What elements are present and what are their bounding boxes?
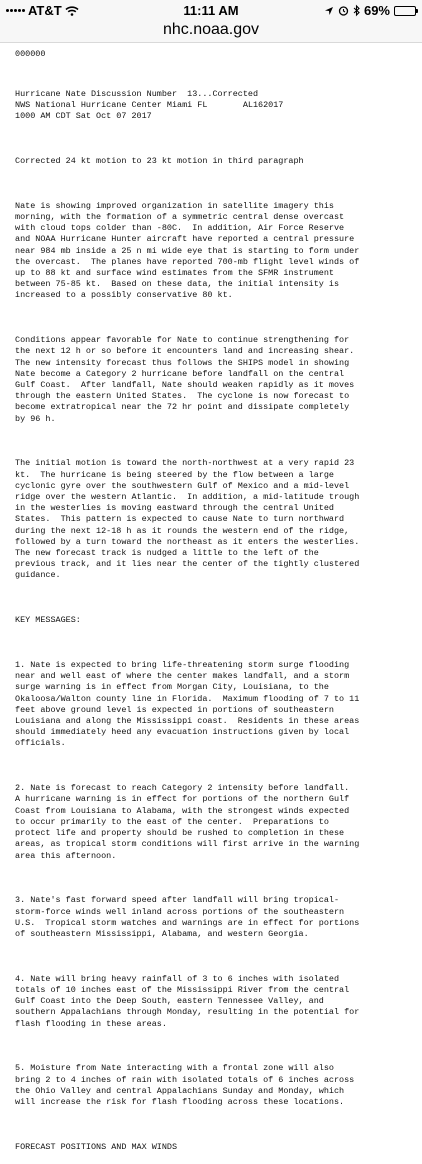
text-line: bring 2 to 4 inches of rain with isolated totals of 6 inches across bbox=[15, 1074, 355, 1085]
text-line: areas, as tropical storm conditions will first arrive in the warning bbox=[15, 839, 360, 850]
text-line: protect life and property should be rushed to completion in these bbox=[15, 828, 345, 839]
text-line: in the westerlies is moving eastward through the central United bbox=[15, 503, 334, 514]
key-message-4 bbox=[15, 974, 416, 1030]
text-line: by 96 h. bbox=[15, 413, 56, 424]
text-line: the overcast. The planes have reported 700-mb flight level winds of bbox=[15, 256, 360, 267]
text-line: the next 12 h or so before it encounters land and increasing shear. bbox=[15, 346, 355, 357]
key-message-2 bbox=[15, 783, 416, 861]
location-arrow-icon bbox=[324, 6, 334, 16]
text-line: 1. Nate is expected to bring life-threatening storm surge flooding bbox=[15, 660, 350, 671]
text-line: to occur primarily to the east of the center. Preparations to bbox=[15, 816, 329, 827]
alarm-icon bbox=[338, 5, 349, 16]
url-text: nhc.noaa.gov bbox=[162, 21, 260, 38]
battery-percent: 69% bbox=[363, 3, 390, 18]
text-line: followed by a turn toward the northeast as it enters the westerlies. bbox=[15, 536, 360, 547]
text-line: Nate become a Category 2 hurricane before landfall on the central bbox=[15, 368, 345, 379]
text-line: Coast from Louisiana to Alabama, with the strongest winds expected bbox=[15, 805, 350, 816]
text-line: storm-force winds well inland across portions of the southeastern bbox=[15, 906, 345, 917]
text-line: Conditions appear favorable for Nate to continue strengthening for bbox=[15, 335, 350, 346]
text-line: the Ohio Valley and central Appalachians Sunday and Monday, which bbox=[15, 1085, 345, 1096]
text-line: near and well east of where the center makes landfall, and a storm bbox=[15, 671, 350, 682]
text-line: become extratropical near the 72 hr point and dissipate completely bbox=[15, 402, 350, 413]
text-line: A hurricane warning is in effect for portions of the northern Gulf bbox=[15, 794, 350, 805]
key-messages-heading: KEY MESSAGES: bbox=[15, 615, 81, 626]
text-line: increased to a possibly conservative 80 kt. bbox=[15, 290, 233, 301]
text-line: up to 88 kt and surface wind estimates from the SFMR instrument bbox=[15, 268, 334, 279]
text-line: 4. Nate will bring heavy rainfall of 3 to 6 inches with isolated bbox=[15, 973, 340, 984]
text-line: flash flooding in these areas. bbox=[15, 1018, 167, 1029]
clock: 11:11 AM bbox=[183, 3, 239, 18]
text-line: The new forecast track is nudged a little to the left of the bbox=[15, 548, 319, 559]
key-message-3 bbox=[15, 895, 416, 940]
paragraph-forecast bbox=[15, 335, 416, 425]
text-line: through the eastern United States. The cyclone is now forecast to bbox=[15, 391, 350, 402]
status-right bbox=[324, 3, 416, 18]
text-line: States. This pattern is expected to cause Nate to turn northward bbox=[15, 514, 345, 525]
text-line: morning, with the formation of a symmetric central dense overcast bbox=[15, 212, 345, 222]
text-line: between 75-85 kt. Based on these data, the initial intensity is bbox=[15, 279, 340, 290]
text-line: The initial motion is toward the north-northwest at a very rapid 23 bbox=[15, 458, 355, 469]
cut-off-line: 000000 bbox=[15, 49, 46, 60]
text-line: 1000 AM CDT Sat Oct 07 2017 bbox=[15, 111, 152, 122]
text-line: The new intensity forecast thus follows the SHIPS model in showing bbox=[15, 357, 350, 368]
text-line: 3. Nate's fast forward speed after landfall will bring tropical- bbox=[15, 895, 340, 906]
text-line: ridge over the western Atlantic. In addition, a mid-latitude trough bbox=[15, 492, 360, 503]
address-bar[interactable] bbox=[0, 20, 422, 43]
battery-icon bbox=[394, 6, 416, 16]
paragraph-intensity bbox=[15, 201, 416, 302]
text-line: Gulf Coast. After landfall, Nate should weaken rapidly as it moves bbox=[15, 380, 355, 391]
forecast-positions-heading: FORECAST POSITIONS AND MAX WINDS bbox=[15, 1141, 178, 1152]
key-message-5 bbox=[15, 1063, 416, 1108]
text-line: Nate is showing improved organization in satellite imagery this bbox=[15, 200, 334, 211]
text-line: southern Appalachians through Monday, resulting in the potential for bbox=[15, 1007, 360, 1018]
text-line: of southeastern Mississippi, Alabama, and western Georgia. bbox=[15, 928, 309, 939]
text-line: during the next 12-18 h as it rounds the western end of the ridge, bbox=[15, 525, 350, 536]
correction-note: Corrected 24 kt motion to 23 kt motion in third paragraph bbox=[15, 156, 304, 166]
text-line: should immediately heed any evacuation instructions given by local bbox=[15, 727, 350, 738]
carrier-name: AT&T bbox=[28, 3, 62, 18]
text-line: 5. Moisture from Nate interacting with a frontal zone will also bbox=[15, 1063, 334, 1074]
text-line: area this afternoon. bbox=[15, 850, 117, 861]
discussion-text bbox=[0, 44, 422, 1152]
text-line: cyclonic gyre over the southwestern Gulf of Mexico and a mid-level bbox=[15, 480, 350, 491]
text-line: Louisiana and along the Mississippi coast. Residents in these areas bbox=[15, 716, 360, 727]
text-line: guidance. bbox=[15, 570, 61, 581]
paragraph-motion bbox=[15, 458, 416, 581]
text-line: feet above ground level is expected in portions of southeastern bbox=[15, 704, 334, 715]
bluetooth-icon bbox=[353, 5, 360, 16]
text-line: 2. Nate is forecast to reach Category 2 intensity before landfall. bbox=[15, 783, 350, 794]
text-line: near 984 mb inside a 25 n mi wide eye that is starting to form under bbox=[15, 245, 360, 256]
key-message-1 bbox=[15, 660, 416, 750]
text-line: surge warning is in effect from Morgan City, Louisiana, to the bbox=[15, 682, 329, 693]
text-line: Okaloosa/Walton county line in Florida. Maximum flooding of 7 to 11 bbox=[15, 693, 360, 704]
text-line: NWS National Hurricane Center Miami FL AL162017 bbox=[15, 100, 284, 110]
text-line: with cloud tops colder than -80C. In addition, Air Force Reserve bbox=[15, 223, 345, 234]
text-line: and NOAA Hurricane Hunter aircraft have reported a central pressure bbox=[15, 234, 355, 245]
text-line: Gulf Coast into the Deep South, eastern Tennessee Valley, and bbox=[15, 996, 324, 1007]
text-line: Hurricane Nate Discussion Number 13...Corrected bbox=[15, 88, 259, 99]
text-line: previous track, and it lies near the center of the tightly clustered bbox=[15, 559, 360, 570]
text-line: kt. The hurricane is being steered by the flow between a large bbox=[15, 469, 334, 480]
text-line: U.S. Tropical storm watches and warnings are in effect for portions bbox=[15, 917, 360, 928]
text-line: will increase the risk for flash flooding across these locations. bbox=[15, 1096, 345, 1107]
text-line: totals of 10 inches east of the Mississippi River from the central bbox=[15, 984, 350, 995]
text-line: officials. bbox=[15, 738, 66, 749]
status-bar bbox=[0, 0, 422, 20]
header-block bbox=[15, 89, 416, 123]
